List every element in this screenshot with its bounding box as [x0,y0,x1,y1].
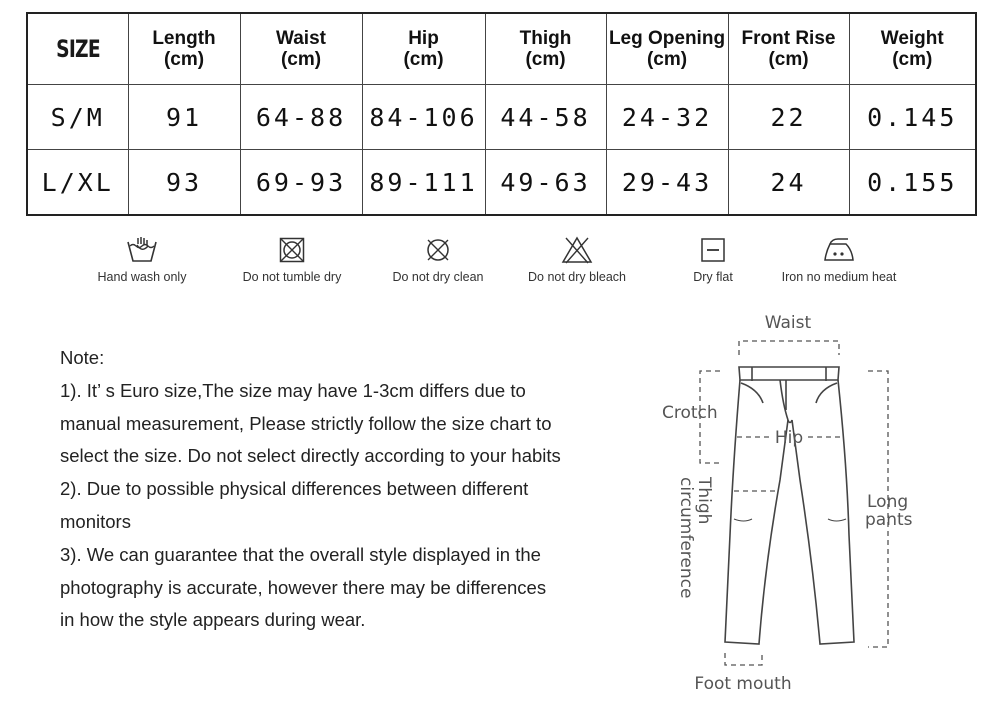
table-row [27,150,976,216]
header-thigh: Thigh (cm) [485,13,606,85]
note-line: select the size. Do not select directly according to your habits [60,445,561,467]
table-header-row [27,13,976,85]
header-weight: Weight (cm) [849,13,976,85]
measure-lines [700,341,888,665]
note-line: manual measurement, Please strictly follow the size chart to [60,412,552,434]
hand-wash-icon [125,236,159,264]
table-cell: 22 [728,85,849,150]
label-long: Long [867,492,909,512]
care-label: Do not dry clean [392,270,484,284]
label-thigh: Thigh [694,477,714,525]
iron-medium-icon [822,236,856,264]
care-label: Dry flat [693,270,733,284]
care-label: Iron no medium heat [781,270,897,284]
care-label: Do not tumble dry [242,270,342,284]
no-bleach-icon [560,236,594,264]
table-cell: 84-106 [362,85,485,150]
table-cell: 93 [128,150,240,216]
table-cell: 89-111 [362,150,485,216]
note-line: photography is accurate, however there may be differences [60,576,547,598]
table-row [27,85,976,150]
note-line: 3). We can guarantee that the overall style displayed in the [60,543,541,565]
care-iron [754,236,924,284]
table-cell: 64-88 [240,85,362,150]
care-label: Do not dry bleach [528,270,626,284]
care-label: Hand wash only [97,270,187,284]
thigh-label-group [676,476,714,598]
header-leg-opening: Leg Opening (cm) [606,13,728,85]
table-cell: 24 [728,150,849,216]
label-crotch: Crotch [662,403,718,423]
note-line: 2). Due to possible physical differences between different [60,478,529,500]
table-cell: 91 [128,85,240,150]
size-chart-table [26,12,977,216]
note-line: monitors [60,510,131,532]
header-size: SIZE [27,13,128,85]
table-cell: 24-32 [606,85,728,150]
header-length: Length (cm) [128,13,240,85]
table-cell: 0.145 [849,85,976,150]
note-line: in how the style appears during wear. [60,609,366,631]
table-cell: 44-58 [485,85,606,150]
no-tumble-dry-icon [278,236,306,264]
table-cell: 29-43 [606,150,728,216]
table-cell: 69-93 [240,150,362,216]
care-hand-wash [57,236,227,284]
table-cell: S/M [27,85,128,150]
care-no-tumble-dry [207,236,377,284]
note-line: 1). It’ s Euro size,The size may have 1-3cm differs due to [60,379,526,401]
dry-flat-icon [699,236,727,264]
header-waist: Waist (cm) [240,13,362,85]
note-line: Note: [60,347,105,368]
label-pants: pants [865,510,913,530]
header-hip: Hip (cm) [362,13,485,85]
table-cell: 49-63 [485,150,606,216]
pants-outline [725,367,854,644]
table-cell: L/XL [27,150,128,216]
label-waist: Waist [764,313,812,333]
label-circumference: circumference [676,477,696,599]
note-text [60,342,630,637]
pants-diagram [640,305,940,700]
no-dry-clean-icon [424,236,452,264]
table-cell: 0.155 [849,150,976,216]
label-foot-mouth: Foot mouth [694,674,792,694]
label-hip: Hip [774,428,804,448]
header-front-rise: Front Rise (cm) [728,13,849,85]
